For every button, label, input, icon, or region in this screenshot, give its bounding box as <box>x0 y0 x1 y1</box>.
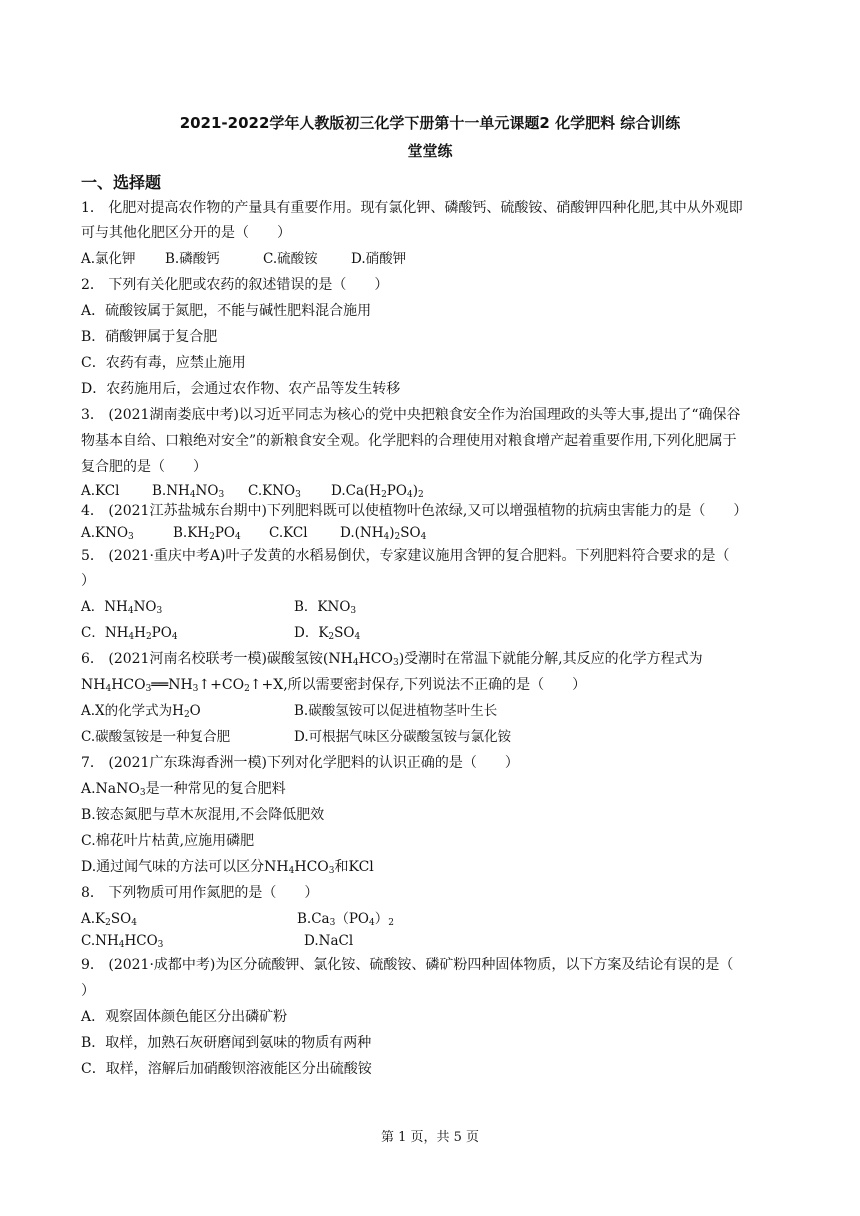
q9-option-a: A．观察固体颜色能区分出磷矿粉 <box>81 1009 288 1025</box>
q8-option-c: $C.NH_4HCO_3$ <box>81 933 164 950</box>
q9-stem-line1: 9． (2021·成都中考)为区分硫酸钾、氯化铵、硫酸铵、磷矿粉四种固体物质，以下方案及结论有误的是（ <box>81 957 734 973</box>
q5-option-b: B．$KNO_3$ <box>294 599 357 616</box>
q2-option-c: C．农药有毒，应禁止施用 <box>81 355 246 371</box>
q3-stem-line1: 3． (2021湖南娄底中考)以习近平同志为核心的党中央把粮食安全作为治国理政的头等大事,提出了“确保谷 <box>81 407 741 423</box>
q3-option-a: A.KCl <box>81 483 120 499</box>
q5-stem-line2: ） <box>81 573 95 589</box>
q6-option-c: C.碳酸氢铵是一种复合肥 <box>81 729 231 745</box>
q8-option-a: $A.K_2SO_4$ <box>81 911 137 928</box>
q8-option-d: D.NaCl <box>304 933 354 949</box>
q7-option-d: D.通过闻气味的方法可以区分$NH_4HCO_3$和KCl <box>81 859 374 876</box>
section-heading: 一、选择题 <box>81 173 162 192</box>
q6-stem-line1: 6． (2021河南名校联考一模)碳酸氢铵$(NH_4HCO_3)$受潮时在常温下就能分解,其反应的化学方程式为 <box>81 651 703 668</box>
q4-option-c: C.KCl <box>269 525 308 541</box>
q2-option-a: A．硫酸铵属于氮肥，不能与碱性肥料混合施用 <box>81 303 372 319</box>
q1-option-d: D.硝酸钾 <box>351 251 407 267</box>
q1-option-b: B.磷酸钙 <box>165 251 220 267</box>
q3-option-b: $B.NH_4NO_3$ <box>152 483 225 500</box>
q2-option-d: D．农药施用后，会通过农作物、农产品等发生转移 <box>81 381 401 397</box>
q6-option-a: A.X的化学式为$H_2O$ <box>81 703 201 720</box>
q8-stem: 8． 下列物质可用作氮肥的是（ ） <box>81 885 319 901</box>
document-title-line2: 堂堂练 <box>407 142 453 160</box>
q4-option-a: $A.KNO_3$ <box>81 525 134 542</box>
q5-stem-line1: 5． (2021·重庆中考A)叶子发黄的水稻易倒伏，专家建议施用含钾的复合肥料。下列肥料符合要求的是（ <box>81 548 730 564</box>
q2-option-b: B．硝酸钾属于复合肥 <box>81 329 218 345</box>
q5-option-d: D．$K_2SO_4$ <box>294 625 361 642</box>
q8-option-b: $B.Ca_3(PO_4)_2$ <box>297 911 394 928</box>
q9-option-b: B．取样，加熟石灰研磨闻到氨味的物质有两种 <box>81 1035 372 1051</box>
q1-stem-line2: 可与其他化肥区分开的是（ ） <box>81 225 291 241</box>
q1-stem-line1: 1． 化肥对提高农作物的产量具有重要作用。现有氯化钾、磷酸钙、硫酸铵、硝酸钾四种化肥,其中从外观即 <box>81 200 743 216</box>
q7-option-a: A.NaNO$_3$是一种常见的复合肥料 <box>81 781 286 798</box>
page-footer: 第 1 页，共 5 页 <box>380 1130 480 1145</box>
q4-option-d: $D.(NH_4)_2SO_4$ <box>340 525 427 542</box>
q5-option-a: A．$NH_4NO_3$ <box>81 599 163 616</box>
q1-option-c: C.硫酸铵 <box>263 251 318 267</box>
q3-stem-line3: 复合肥的是（ ） <box>81 459 207 475</box>
q6-option-d: D.可根据气味区分碳酸氢铵与氯化铵 <box>294 729 512 745</box>
q1-option-a: A.氯化钾 <box>81 251 136 267</box>
q5-option-c: C．$NH_4H_2PO_4$ <box>81 625 178 642</box>
q7-stem: 7． (2021广东珠海香洲一模)下列对化学肥料的认识正确的是（ ） <box>81 755 519 771</box>
q6-stem-line2-equation: $NH_4HCO_3══NH_3↑+CO_2↑+X$,所以需要密封保存,下列说法不正确的是（ ） <box>81 677 587 694</box>
q9-option-c: C．取样，溶解后加硝酸钡溶液能区分出硫酸铵 <box>81 1061 372 1077</box>
document-title-line1: 2021-2022学年人教版初三化学下册第十一单元课题2 化学肥料 综合训练 <box>179 114 681 132</box>
q3-option-d: $D.Ca(H_2PO_4)_2$ <box>331 483 424 500</box>
q6-option-b: B.碳酸氢铵可以促进植物茎叶生长 <box>294 703 498 719</box>
q2-stem: 2． 下列有关化肥或农药的叙述错误的是（ ） <box>81 277 389 293</box>
q7-option-b: B.铵态氮肥与草木灰混用,不会降低肥效 <box>81 807 325 823</box>
q3-stem-line2: 物基本自给、口粮绝对安全”的新粮食安全观。化学肥料的合理使用对粮食增产起着重要作用,下列化肥属于 <box>81 433 737 449</box>
q7-option-c: C.棉花叶片枯黄,应施用磷肥 <box>81 833 255 849</box>
q4-option-b: $B.KH_2PO_4$ <box>173 525 241 542</box>
q4-stem: 4． (2021江苏盐城东台期中)下列肥料既可以使植物叶色浓绿,又可以增强植物的抗病虫害能力的是（ ） <box>81 503 748 519</box>
q3-option-c: $C.KNO_3$ <box>248 483 301 500</box>
q9-stem-line2: ） <box>81 983 95 999</box>
